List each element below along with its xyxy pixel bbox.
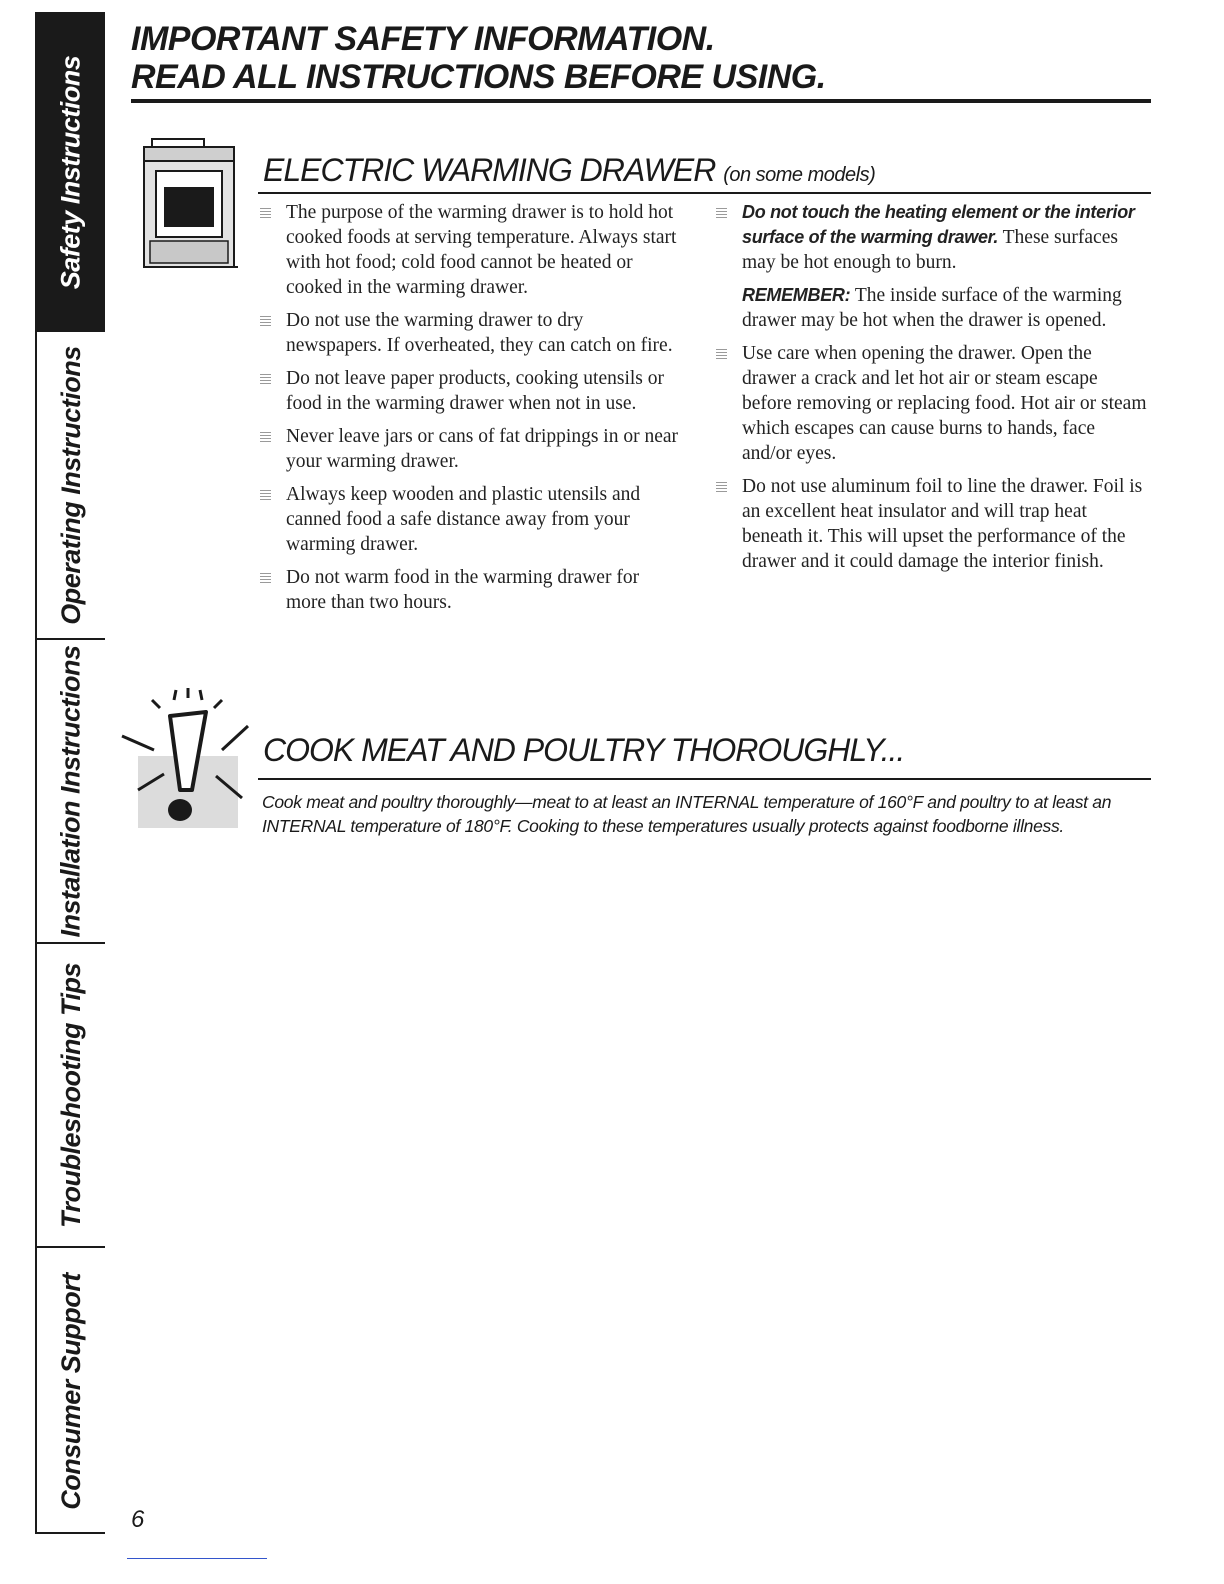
warming-drawer-subtitle: (on some models) (723, 164, 876, 186)
cook-meat-rule (258, 778, 1151, 780)
range-icon (140, 137, 240, 269)
bullet-icon (260, 488, 271, 500)
list-item: Do not warm food in the warming drawer for more than two hours. (260, 565, 680, 615)
cook-meat-text: Cook meat and poultry thoroughly—meat to at least an INTERNAL temperature of 160°F and poultry to at least an INTERNAL temperature of 180°F. Cooking to these temperatures usually protects against foodborne illness. (262, 792, 1112, 836)
warming-drawer-title: ELECTRIC WARMING DRAWER (263, 152, 716, 188)
remember-note: REMEMBER: The inside surface of the warming drawer may be hot when the drawer is opened. (742, 285, 1122, 331)
list-item: Do not use the warming drawer to dry newspapers. If overheated, they can catch on fire. (260, 308, 680, 358)
header-line-1: IMPORTANT SAFETY INFORMATION. (131, 20, 715, 58)
bullet-icon (716, 347, 727, 359)
bullet-icon (260, 372, 271, 384)
bullet-icon (716, 206, 727, 218)
bullet-icon (716, 480, 727, 492)
side-tabs (35, 12, 105, 1534)
cook-meat-heading: COOK MEAT AND POULTRY THOROUGHLY... (263, 732, 905, 768)
tab-safety-instructions[interactable]: Safety Instructions (37, 14, 105, 332)
warning-exclamation-icon (118, 686, 258, 836)
warming-left-column (260, 200, 680, 623)
header-rule (131, 99, 1151, 103)
remember-label: REMEMBER: (742, 285, 851, 305)
list-item: Do not leave paper products, cooking utensils or food in the warming drawer when not in use. (260, 366, 680, 416)
bullet-icon (260, 314, 271, 326)
tab-installation-instructions[interactable]: Installation Instructions (37, 640, 105, 944)
list-item: Always keep wooden and plastic utensils and canned food a safe distance away from your warming drawer. (260, 482, 680, 557)
tab-troubleshooting-tips[interactable]: Troubleshooting Tips (37, 944, 105, 1248)
list-item: Do not touch the heating element or the interior surface of the warming drawer. These surfaces may be hot enough to burn. (716, 200, 1148, 275)
page-number: 6 (131, 1506, 145, 1533)
page-header (131, 20, 1151, 96)
list-item: Do not use aluminum foil to line the drawer. Foil is an excellent heat insulator and will trap heat beneath it. This will upset the performance of the drawer and it could damage the interior finish. (716, 474, 1148, 574)
bullet-icon (260, 571, 271, 583)
list-item: Use care when opening the drawer. Open the drawer a crack and let hot air or steam escape before removing or replacing food. Hot air or steam which escapes can cause burns to hands, face and/or eyes. (716, 341, 1148, 466)
footer-line (127, 1558, 267, 1559)
tab-consumer-support[interactable]: Consumer Support (55, 1272, 86, 1510)
bullet-icon (260, 430, 271, 442)
list-item: The purpose of the warming drawer is to hold hot cooked foods at serving temperature. Always start with hot food; cold food cannot be heated or cooked in the warming drawer. (260, 200, 680, 300)
bullet-icon (260, 206, 271, 218)
list-item: Never leave jars or cans of fat drippings in or near your warming drawer. (260, 424, 680, 474)
tab-operating-instructions[interactable]: Operating Instructions (37, 332, 105, 640)
warming-right-column (716, 200, 1148, 582)
warning-bold-text: Do not touch the heating element or the interior surface of the warming drawer. (742, 202, 1135, 247)
warming-drawer-heading (263, 152, 875, 189)
header-line-2: READ ALL INSTRUCTIONS BEFORE USING. (131, 58, 826, 96)
warming-drawer-rule (258, 192, 1151, 194)
